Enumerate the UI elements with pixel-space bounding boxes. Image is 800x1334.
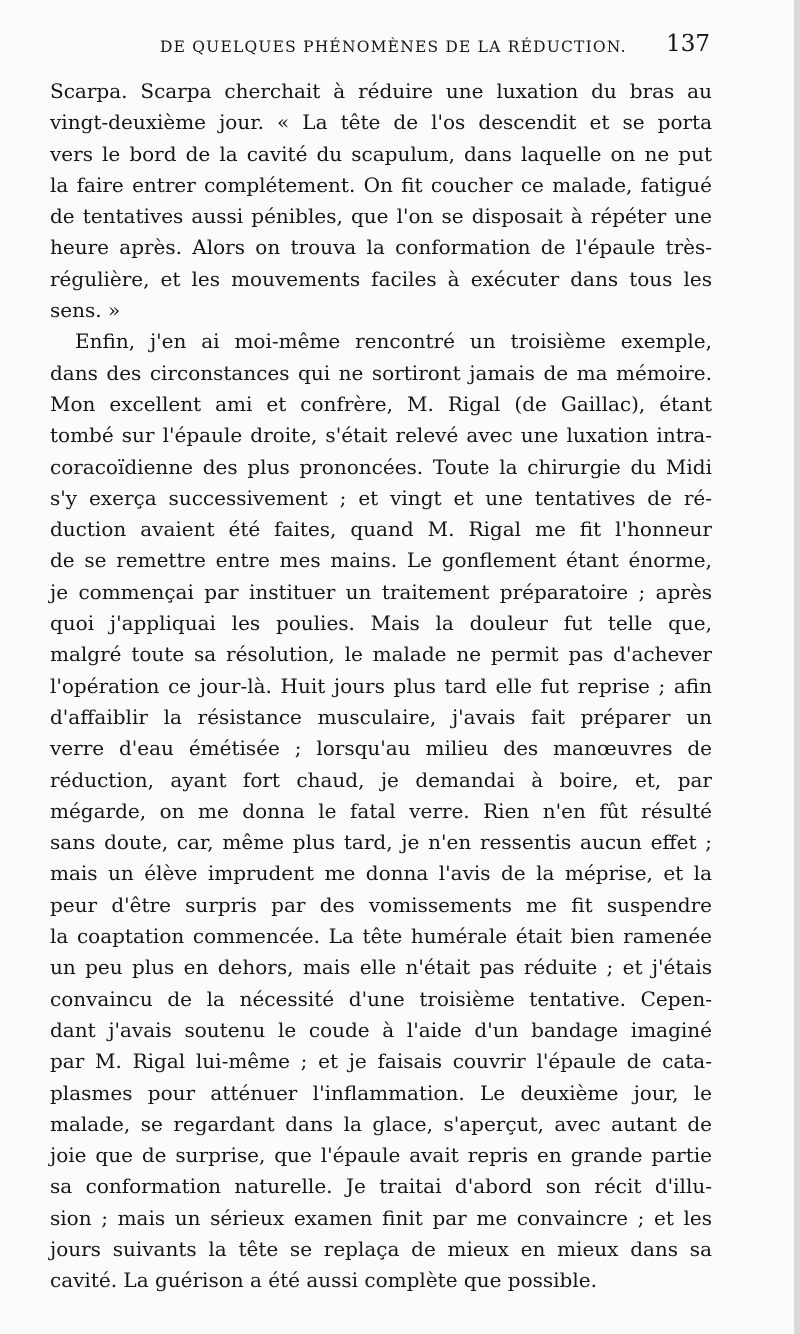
text-line: d'affaiblir la résistance musculaire, j'avais fait préparer un bbox=[50, 704, 712, 729]
text-line: Enfin, j'en ai moi-même rencontré un troisième exemple, bbox=[75, 329, 712, 354]
text-line: Scarpa. Scarpa cherchait à réduire une luxation du bras au bbox=[50, 79, 712, 103]
text-line: dant j'avais soutenu le coude à l'aide d'un bandage imaginé bbox=[50, 1017, 712, 1042]
text-line: verre d'eau émétisée ; lorsqu'au milieu des manœuvres de bbox=[50, 736, 712, 761]
text-line: sans doute, car, même plus tard, je n'en ressentis aucun effet ; bbox=[50, 830, 712, 855]
text-line: plasmes pour atténuer l'inflammation. Le deuxième jour, le bbox=[50, 1080, 712, 1105]
text-line: s'y exerça successivement ; et vingt et une tentatives de ré- bbox=[50, 485, 712, 510]
running-title: DE QUELQUES PHÉNOMÈNES DE LA RÉDUCTION. bbox=[160, 38, 627, 56]
text-line: mais un élève imprudent me donna l'avis de la méprise, et la bbox=[50, 861, 712, 886]
text-line: régulière, et les mouvements faciles à exécuter dans tous les bbox=[50, 266, 712, 291]
text-line: Mon excellent ami et confrère, M. Rigal (de Gaillac), étant bbox=[50, 391, 712, 416]
text-line: la faire entrer complétement. On fit coucher ce malade, fatigué bbox=[50, 172, 712, 197]
text-line: par M. Rigal lui-même ; et je faisais couvrir l'épaule de cata- bbox=[50, 1049, 712, 1074]
body-text bbox=[50, 76, 712, 1297]
page-header bbox=[160, 30, 710, 62]
text-line: de tentatives aussi pénibles, que l'on se disposait à répéter une bbox=[50, 204, 712, 229]
text-line: l'opération ce jour-là. Huit jours plus tard elle fut reprise ; afin bbox=[50, 673, 712, 698]
text-line: convaincu de la nécessité d'une troisième tentative. Cepen- bbox=[50, 986, 712, 1011]
text-line: malgré toute sa résolution, le malade ne permit pas d'achever bbox=[50, 642, 712, 667]
text-line: heure après. Alors on trouva la conformation de l'épaule très- bbox=[50, 235, 712, 260]
text-line: cavité. La guérison a été aussi complète que possible. bbox=[50, 1268, 597, 1293]
page-number: 137 bbox=[666, 31, 710, 57]
text-line: tombé sur l'épaule droite, s'était relevé avec une luxation intra- bbox=[50, 423, 712, 448]
text-line: sens. » bbox=[50, 298, 121, 323]
text-line: malade, se regardant dans la glace, s'aperçut, avec autant de bbox=[50, 1111, 712, 1136]
text-line: un peu plus en dehors, mais elle n'était pas réduite ; et j'étais bbox=[50, 955, 712, 980]
text-line: la coaptation commencée. La tête humérale était bien ramenée bbox=[50, 924, 712, 949]
text-line: je commençai par instituer un traitement préparatoire ; après bbox=[50, 579, 712, 604]
text-line: dans des circonstances qui ne sortiront jamais de ma mémoire. bbox=[50, 360, 712, 385]
text-line: coracoïdienne des plus prononcées. Toute la chirurgie du Midi bbox=[50, 454, 712, 479]
text-line: jours suivants la tête se replaça de mieux en mieux dans sa bbox=[50, 1236, 712, 1261]
text-line: mégarde, on me donna le fatal verre. Rien n'en fût résulté bbox=[50, 798, 712, 823]
text-line: vingt-deuxième jour. « La tête de l'os descendit et se porta bbox=[50, 110, 712, 135]
text-line: joie que de surprise, que l'épaule avait repris en grande partie bbox=[50, 1143, 712, 1168]
text-line: quoi j'appliquai les poulies. Mais la douleur fut telle que, bbox=[50, 611, 712, 636]
text-line: vers le bord de la cavité du scapulum, dans laquelle on ne put bbox=[50, 141, 712, 166]
text-line: sion ; mais un sérieux examen finit par me convaincre ; et les bbox=[50, 1205, 712, 1230]
text-line: réduction, ayant fort chaud, je demandai à boire, et, par bbox=[50, 767, 712, 792]
text-line: de se remettre entre mes mains. Le gonflement étant énorme, bbox=[50, 548, 712, 573]
page-edge-shadow bbox=[794, 0, 800, 1334]
text-line: duction avaient été faites, quand M. Rigal me fit l'honneur bbox=[50, 517, 712, 542]
text-line: peur d'être surpris par des vomissements me fit suspendre bbox=[50, 892, 712, 917]
text-line: sa conformation naturelle. Je traitai d'abord son récit d'illu- bbox=[50, 1174, 712, 1199]
